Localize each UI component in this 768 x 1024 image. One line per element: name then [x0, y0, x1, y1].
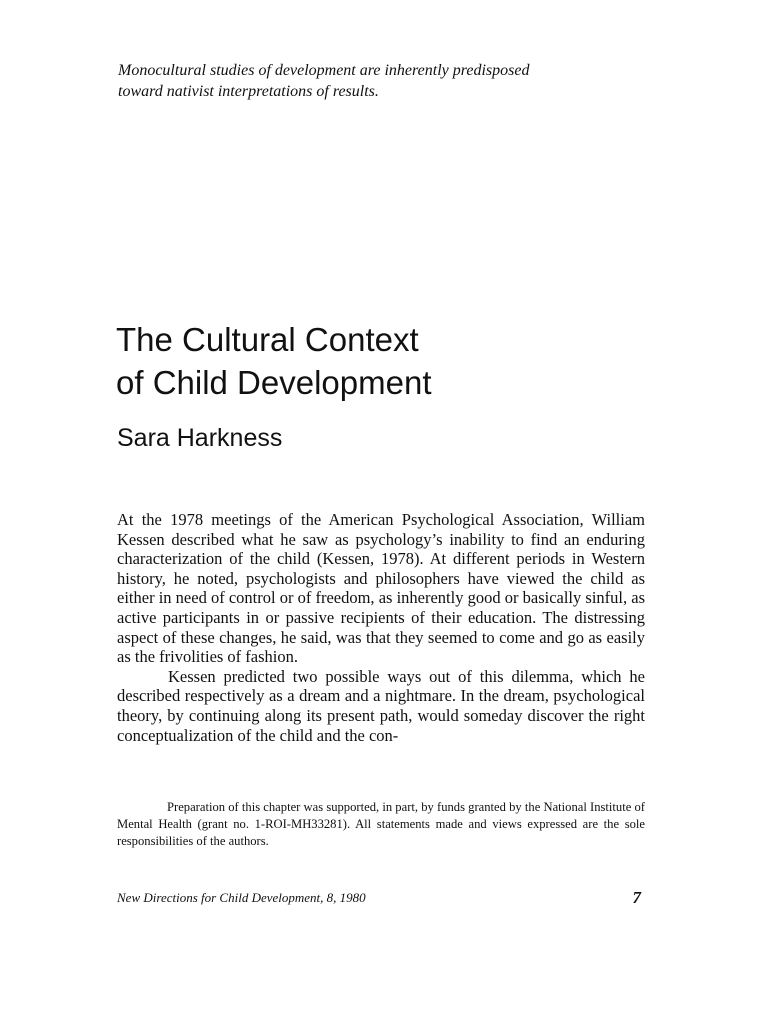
chapter-title-line: of Child Development — [116, 364, 432, 401]
body-text — [117, 510, 645, 745]
body-paragraph: Kessen predicted two possible ways out of this dilemma, which he described respectively as a dream and a nightmare. In the dream, psychological theory, by continuing along its present path, would someday discover the right conceptualization of the child and the con- — [117, 666, 645, 745]
journal-citation: New Directions for Child Development, 8, 1980 — [117, 890, 366, 905]
body-paragraph: At the 1978 meetings of the American Psychological Association, William Kessen described what he saw as psychology’s inability to find an enduring characterization of the child (Kessen, 1978). At different periods in Western history, he noted, psychologists and philosophers have viewed the child as either in need of control or of freedom, as inherently good or basically sinful, as active participants in or passive recipients of their education. The distressing aspect of these changes, he said, was that they seemed to come and go as easily as the frivolities of fashion. — [117, 510, 645, 667]
epigraph-line: toward nativist interpretations of results. — [118, 83, 379, 100]
chapter-title — [116, 318, 676, 404]
running-footer — [117, 888, 645, 908]
chapter-title-line: The Cultural Context — [116, 321, 419, 358]
page-number: 7 — [632, 888, 641, 907]
footnote: Preparation of this chapter was supported, in part, by funds granted by the National Institute of Mental Health (grant no. 1-ROI-MH33281). All statements made and views expressed are the sole responsibilities of the authors. — [117, 800, 645, 848]
epigraph — [118, 60, 678, 102]
epigraph-line: Monocultural studies of development are inherently predisposed — [118, 62, 530, 79]
author-name: Sara Harkness — [117, 424, 283, 452]
